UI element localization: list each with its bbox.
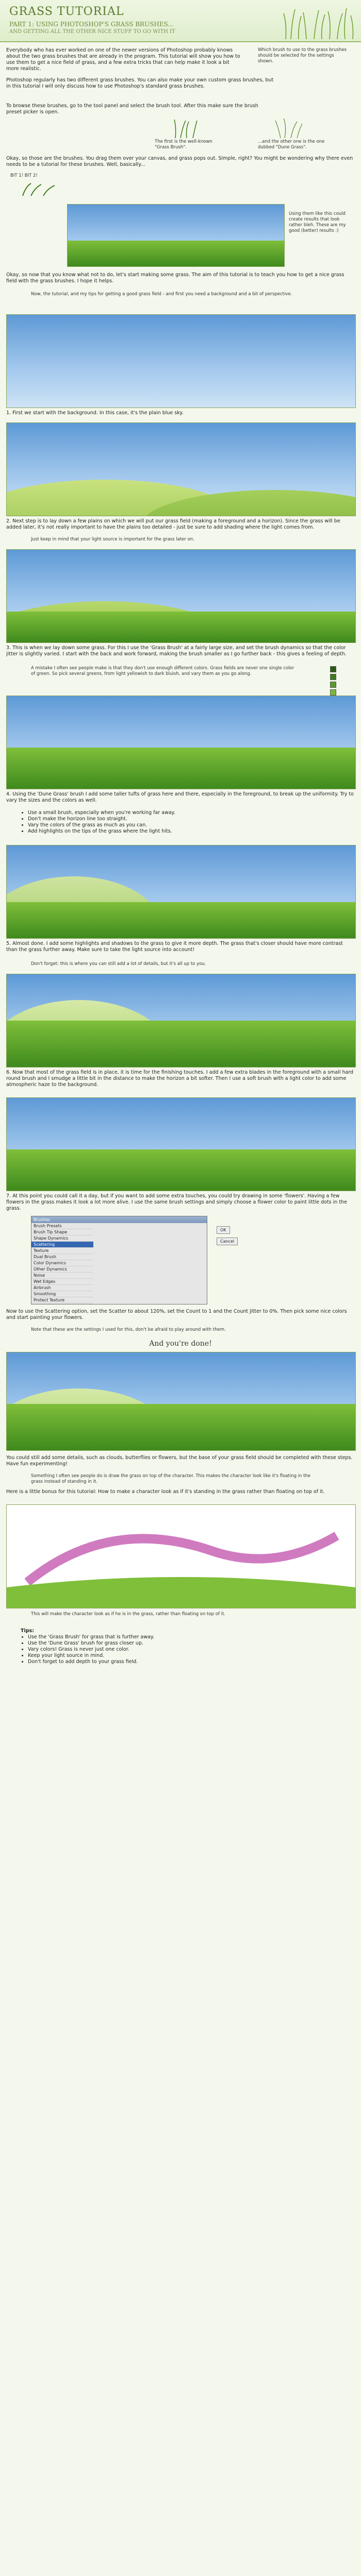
final-tips [21, 1628, 330, 1665]
bad-example-panel [67, 204, 285, 267]
done-heading: And you're done! [149, 1340, 212, 1348]
tip-item: • Keep your light source in mind. [28, 1653, 330, 1659]
dialog-option-selected[interactable]: Scattering [31, 1242, 93, 1248]
step-intro-note: Using them like this could create results that look rather bleh. These are my good (better) results :) [289, 211, 346, 233]
step3-panel [6, 549, 356, 643]
step8-note: Note that these are the settings I used for this, don't be afraid to play around with them. [31, 1327, 226, 1332]
step1-panel [6, 314, 356, 408]
final-panel [6, 1352, 356, 1451]
grass-brush-icon [170, 117, 201, 138]
dialog-option[interactable]: Brush Tip Shape [31, 1229, 93, 1235]
intro-note: Which brush to use to the grass brushes should be selected for the settings shown. [258, 47, 347, 64]
tip-item: • Vary colors! Grass is never just one color. [28, 1647, 330, 1653]
color-swatch [330, 666, 336, 672]
dialog-option-list [31, 1223, 93, 1303]
color-swatch [330, 682, 336, 688]
step4-tips [21, 810, 330, 835]
outro-text: You could still add some details, such as clouds, butterflies or flowers, but the base of your grass field should be completed with these steps. Have fun experimenting! [6, 1455, 353, 1467]
bonus-note: This will make the character look as if he is in the grass, rather than floating on top of it. [31, 1612, 225, 1617]
step2-note: Just keep in mind that your light source is important for the grass later on. [31, 537, 194, 542]
bonus-text: Here is a little bonus for this tutorial: How to make a character look as if it's standing in the grass rather than floating on top of it. [6, 1489, 325, 1495]
grass-field [7, 1021, 355, 1067]
bonus-panel [6, 1504, 356, 1608]
dialog-option[interactable]: Protect Texture [31, 1297, 93, 1303]
step6-caption: 6. Now that most of the grass field is in place, it is time for the finishing touches. I add a few extra blades in the foreground with a small hard round brush and I smudge a little bit in the distance to make the horizon a bit softer. Then I use a soft brush with a light color to add some atmospheric haze to the background. [6, 1070, 354, 1088]
step3-caption: 3. This is when we lay down some grass. For this I use the 'Grass Brush' at a fairly large size, and set the brush dynamics so that the color jitter is slightly varied. I start with the back and work forward, making the brush smaller as I go further back - this gives a feeling of depth. [6, 645, 347, 657]
step4-panel [6, 696, 356, 789]
grass-field [7, 748, 355, 789]
dialog-option[interactable]: Airbrush [31, 1285, 93, 1291]
intro-text: Everybody who has ever worked on one of the newer versions of Photoshop probably knows about the two grass brushes that are already in the program. This tutorial will show you how to use them to get a nice field of grass, and a few extra tricks that can help make it look a bit more realistic. [6, 47, 240, 72]
step-intro-text: Okay, so those are the brushes. You drag them over your canvas, and grass pops out. Simple, right? You might be wondering why there even needs to be a tutorial for these brushes. Well, basically... [6, 156, 353, 167]
tip-item: • Don't make the horizon line too straight. [28, 816, 330, 822]
cancel-button[interactable]: Cancel [217, 1238, 238, 1245]
step3-note: A mistake I often see people make is that they don't use enough different colors. Grass fields are never one single color of green. So pick several greens, from light yellowish to dark bluish, and vary them as you go along. [31, 666, 294, 676]
dialog-option[interactable]: Brush Presets [31, 1223, 93, 1229]
page-subtitle: PART 1: USING PHOTOSHOP'S GRASS BRUSHES... [9, 21, 174, 28]
header [0, 0, 361, 42]
page-subtitle-2: AND GETTING ALL THE OTHER NICE STUFF TO GO WITH IT [9, 29, 175, 35]
brush-settings-dialog [31, 1216, 207, 1304]
step7-caption: 7. At this point you could call it a day, but if you want to add some extra touches, you could try drawing in some 'flowers'. Having a few flowers in the grass makes it look a lot more alive. I use the same brush settings and simply choose a flower color to paint little dots in the grass. [6, 1193, 347, 1211]
brushes-text: To browse these brushes, go to the tool panel and select the brush tool. After this make sure the brush preset picker is open. [6, 103, 258, 115]
grass-field [7, 612, 355, 642]
tip-item: • Use the 'Dune Grass' brush for grass closer up. [28, 1640, 330, 1647]
ok-button[interactable]: OK [217, 1226, 230, 1234]
dune-grass-icon [273, 117, 304, 138]
step-intro2-text: Okay, so now that you know what not to do, let's start making some grass. The aim of this tutorial is to teach you how to get a nice grass field with the grass brushes. I hope it helps. [6, 272, 344, 284]
color-swatch [330, 689, 336, 696]
grass-decoration-icon [281, 3, 358, 39]
color-swatch [330, 674, 336, 680]
grass-stroke-icon [21, 181, 62, 197]
grass-field [7, 1149, 355, 1191]
dune-grass-label: ...and the other one is the one dubbed "Dune Grass". [258, 139, 325, 150]
dialog-option[interactable]: Dual Brush [31, 1254, 93, 1260]
step6-panel [6, 974, 356, 1067]
grass-field [7, 1404, 355, 1450]
dialog-option[interactable]: Smoothing [31, 1291, 93, 1297]
step5-note: Don't forget: this is where you can still add a lot of details, but it's all up to you. [31, 961, 206, 967]
tip-item: • Don't forget to add depth to your grass field. [28, 1659, 330, 1665]
tip-item: • Add highlights on the tips of the grass where the light hits. [28, 828, 330, 835]
step2-panel [6, 422, 356, 516]
step-intro2-note: Now, the tutorial, and my tips for getting a good grass field - and first you need a background and a bit of perspective. [31, 292, 292, 297]
sky [7, 315, 355, 408]
step5-panel [6, 845, 356, 939]
step7-panel [6, 1097, 356, 1191]
grass-field [7, 902, 355, 938]
step1-caption: 1. First we start with the background. In this case, it's the plain blue sky. [6, 410, 184, 416]
bonus-illustration [7, 1505, 355, 1608]
page-title: GRASS TUTORIAL [9, 5, 124, 18]
grass-field [68, 241, 284, 266]
dialog-option[interactable]: Color Dynamics [31, 1260, 93, 1266]
dialog-option[interactable]: Noise [31, 1273, 93, 1279]
dialog-title: Brushes [31, 1216, 207, 1223]
step5-caption: 5. Almost done. I add some highlights and shadows to the grass to give it more depth. The grass that's closer should have more contrast than the grass further away. Make sure to take the light source into account! [6, 941, 343, 953]
tip-item: • Vary the colors of the grass as much as you can. [28, 822, 330, 828]
intro-note-2: Photoshop regularly has two different grass brushes. You can also make your own custom grass brushes, but in this tutorial I will only discuss how to use Photoshop's standard grass brushes. [6, 77, 274, 89]
dialog-option[interactable]: Texture [31, 1248, 93, 1254]
step2-caption: 2. Next step is to lay down a few plains on which we will put our grass field (making a foreground and a horizon). Since the grass will be added later, it's not really important to have the plains too detailed - just be sure to add shading where the light comes from. [6, 518, 340, 530]
tips-title: Tips: [21, 1628, 34, 1634]
step8-caption: Now to use the Scattering option, set the Scatter to about 120%, set the Count to 1 and the Count Jitter to 0%. Then pick some nice colors and start painting your flowers. [6, 1309, 347, 1320]
bit-label: BIT 1! BIT 2! [10, 173, 38, 178]
dialog-option[interactable]: Shape Dynamics [31, 1235, 93, 1242]
tip-item: • Use a small brush, especially when you're working far away. [28, 810, 330, 816]
outro-note: Something I often see people do is draw the grass on top of the character. This makes the character look like it's floating in the grass instead of standing in it. [31, 1473, 311, 1484]
dialog-option[interactable]: Wet Edges [31, 1279, 93, 1285]
step4-caption: 4. Using the 'Dune Grass' brush I add some taller tufts of grass here and there, especially in the foreground, to break up the uniformity. Try to vary the sizes and the colors as well. [6, 791, 354, 803]
dialog-option[interactable]: Other Dynamics [31, 1266, 93, 1273]
grass-brush-label: The first is the well-known "Grass Brush". [155, 139, 212, 150]
tip-item: • Use the 'Grass Brush' for grass that is further away. [28, 1634, 330, 1640]
